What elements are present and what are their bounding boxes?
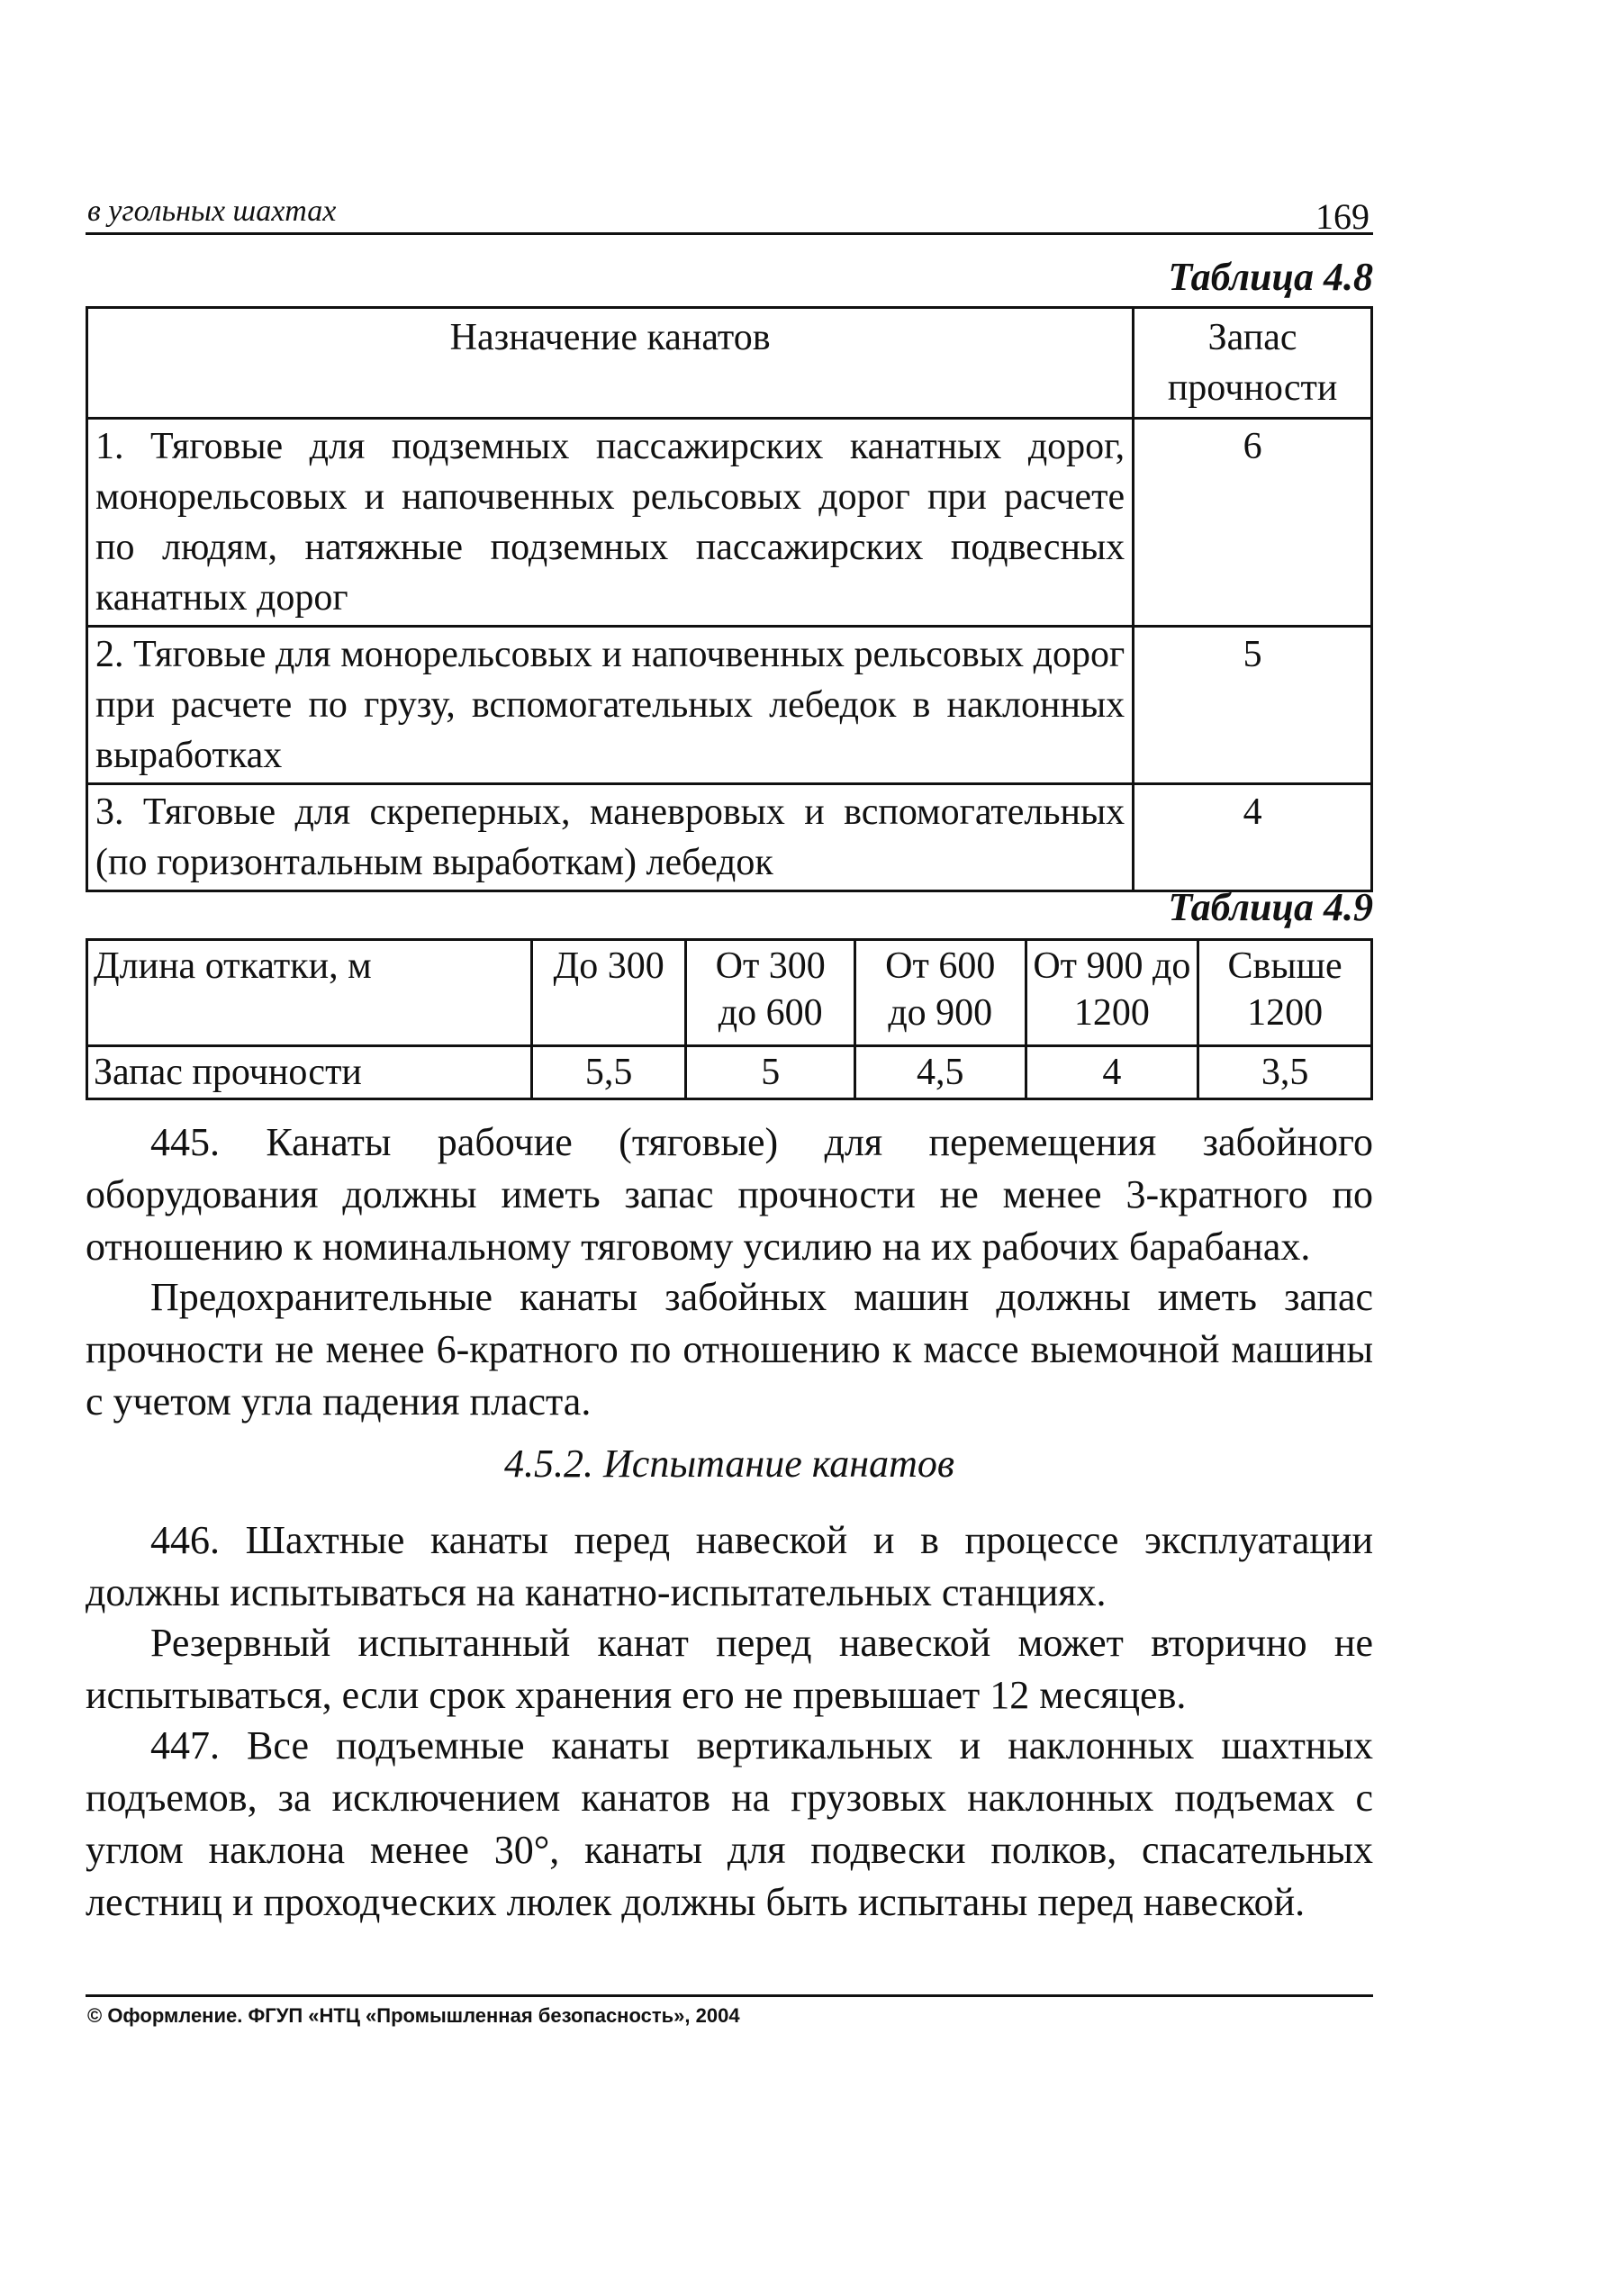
factor-cell: 5 [686,1046,855,1099]
footer-rule [86,1994,1373,1997]
copyright-footer: © Оформление. ФГУП «НТЦ «Промышленная безопасность», 2004 [87,2004,740,2027]
row-purpose: 3. Тяговые для скреперных, маневровых и вспомогательных (по горизонтальным выработкам) лебедок [87,784,1134,891]
paragraph-445: 445. Канаты рабочие (тяговые) для перемещения забойного оборудования должны иметь запас прочности не менее 3-кратного по отношению к номинальному тяговому усилию на их рабочих барабанах. [86,1120,1373,1269]
table-4-8-caption: Таблица 4.8 [1168,255,1373,299]
range-cell: От 600 до 900 [854,940,1026,1046]
page-number: 169 [1315,196,1369,237]
running-header [86,180,1373,235]
row-purpose: 2. Тяговые для монорельсовых и напочвенных рельсовых дорог при расчете по грузу, вспомогательных лебедок в наклонных выработках [87,627,1134,784]
factor-cell: 5,5 [531,1046,686,1099]
factor-cell: 3,5 [1198,1046,1372,1099]
length-label: Длина откатки, м [87,940,532,1046]
paragraph-446: 446. Шахтные канаты перед навеской и в процессе эксплуатации должны испытываться на канатно-испытательных станциях. [86,1518,1373,1614]
column-header-factor: Запас прочности [1134,308,1372,419]
table-4-9-caption: Таблица 4.9 [1168,885,1373,929]
paragraph-447: 447. Все подъемные канаты вертикальных и наклонных шахтных подъемов, за исключением канатов на грузовых наклонных подъемах с углом наклона менее 30°, канаты для подвески полков, спасательных лестниц и проходческих люлек должны быть испытаны перед навеской. [86,1723,1373,1924]
table-row-factor [87,1046,1372,1099]
factor-label: Запас прочности [87,1046,532,1099]
range-cell: До 300 [531,940,686,1046]
row-factor: 4 [1134,784,1372,891]
paragraph-445-b: Предохранительные канаты забойных машин должны иметь запас прочности не менее 6-кратного по отношению к массе выемочной машины с учетом угла падения пласта. [86,1275,1373,1424]
row-purpose: 1. Тяговые для подземных пассажирских канатных дорог, монорельсовых и напочвенных рельсовых дорог при расчете по людям, натяжные подземных пассажирских подвесных канатных дорог [87,419,1134,627]
factor-cell: 4 [1026,1046,1198,1099]
range-cell: От 900 до 1200 [1026,940,1198,1046]
table-4-8 [86,306,1373,892]
column-header-purpose: Назначение канатов [87,308,1134,419]
table-row [87,419,1372,627]
table-header-row [87,308,1372,419]
section-title: 4.5.2. Испытание канатов [504,1442,954,1486]
paragraph-446-b: Резервный испытанный канат перед навеской может вторично не испытываться, если срок хранения его не превышает 12 месяцев. [86,1621,1373,1717]
factor-cell: 4,5 [854,1046,1026,1099]
row-factor: 6 [1134,419,1372,627]
row-factor: 5 [1134,627,1372,784]
table-4-9 [86,938,1373,1100]
table-row [87,627,1372,784]
range-cell: Свыше 1200 [1198,940,1372,1046]
table-row-length [87,940,1372,1046]
table-row [87,784,1372,891]
range-cell: От 300 до 600 [686,940,855,1046]
running-title: в угольных шахтах [87,194,337,228]
